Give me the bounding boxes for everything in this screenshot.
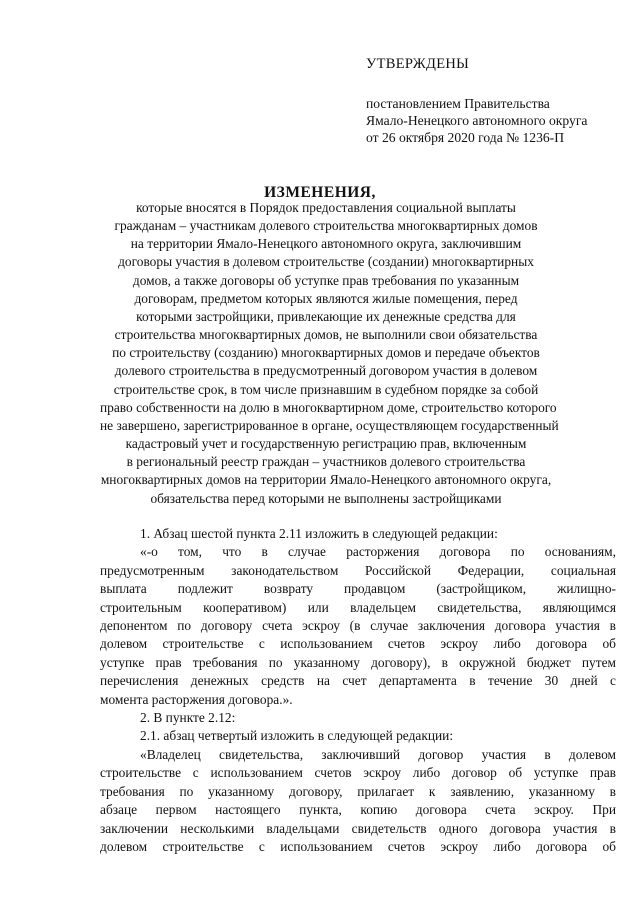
- approval-block: [366, 56, 626, 146]
- subtitle-line: строительстве срок, в том числе признавшим в судебном порядке за собой: [113, 381, 539, 397]
- item-1-quote: [100, 543, 616, 709]
- subtitle-line: в региональный реестр граждан – участников долевого строительства: [126, 454, 526, 470]
- quote-row: «-о том, что в случае расторжения договора по основаниям,: [140, 544, 616, 560]
- subtitle-line: обязательства перед которыми не выполнены застройщиками: [150, 490, 502, 506]
- document-body: [100, 525, 616, 856]
- item-2-title: 2. В пункте 2.12:: [140, 710, 236, 726]
- subtitle-line: которыми застройщики, привлекающие их денежные средства для: [136, 308, 516, 324]
- subtitle-line: строительства многоквартирных домов, не выполнили свои обязательства: [114, 327, 538, 343]
- quote-row: перечисления денежных средств на счет департамента в течение 30 дней с: [100, 673, 616, 689]
- item-2-1-quote: [100, 746, 616, 856]
- quote-row: предусмотренным законодательством Российской Федерации, социальная: [100, 562, 616, 578]
- subtitle-line: многоквартирных домов на территории Ямало-Ненецкого автономного округа,: [100, 472, 552, 488]
- quote-row: долевом строительстве с использованием счетов эскроу либо договора об: [100, 838, 616, 854]
- quote-row: заключении несколькими владельцами свидетельств одного договора участия в: [100, 820, 616, 836]
- quote-row: выплата подлежит возврату продавцом (застройщиком, жилищно-: [100, 581, 616, 597]
- subtitle-line: домов, а также договоры об уступке прав требования по указанным: [132, 272, 520, 288]
- approval-line: от 26 октября 2020 года № 1236-П: [366, 130, 565, 145]
- quote-row: момента расторжения договора.».: [100, 691, 293, 707]
- subtitle-line: гражданам – участникам долевого строительства многоквартирных домов: [114, 218, 538, 234]
- quote-row: строительстве с использованием счетов эскроу либо договор об уступке прав: [100, 765, 616, 781]
- item-1-title: 1. Абзац шестой пункта 2.11 изложить в следующей редакции:: [140, 526, 498, 541]
- subtitle-line: на территории Ямало-Ненецкого автономного округа, заключившим: [130, 236, 522, 252]
- subtitle-line: долевого строительства в предусмотренный договором участия в долевом: [114, 363, 538, 379]
- approval-line: постановлением Правительства: [366, 96, 550, 111]
- approval-line: Ямало-Ненецкого автономного округа: [366, 113, 588, 128]
- quote-row: абзаце первом настоящего пункта, копию договора счета эскроу. При: [100, 802, 616, 818]
- quote-row: требования по указанному договору, прилагает к заявлению, указанному в: [100, 783, 616, 799]
- subtitle-line: договоры участия в долевом строительстве (создании) многоквартирных: [118, 254, 534, 270]
- document-subtitle: [100, 199, 559, 508]
- document-heading: ИЗМЕНЕНИЯ,: [264, 184, 376, 201]
- approval-word: УТВЕРЖДЕНЫ: [366, 56, 470, 72]
- quote-row: строительным кооперативом) или владельцем свидетельства, являющимся: [100, 599, 616, 615]
- subtitle-line: договорам, предметом которых являются жилые помещения, перед: [134, 290, 518, 306]
- subtitle-line: по строительству (созданию) многоквартирных домов и передаче объектов: [112, 345, 540, 361]
- subtitle-line: не завершено, зарегистрированное в органе, осуществляющем государственный: [100, 417, 559, 433]
- quote-row: уступке прав требования по указанному договору), в окружной бюджет путем: [100, 654, 616, 670]
- subtitle-line: которые вносятся в Порядок предоставления социальной выплаты: [136, 200, 516, 215]
- quote-row: депонентом по договору счета эскроу (в случае заключения договора участия в: [100, 618, 616, 634]
- subtitle-line: кадастровый учет и государственную регистрацию прав, включенным: [125, 436, 527, 452]
- subtitle-line: право собственности на долю в многоквартирном доме, строительство которого: [100, 399, 557, 415]
- quote-row: «Владелец свидетельства, заключивший договор участия в долевом: [140, 746, 616, 762]
- item-2-1-title: 2.1. абзац четвертый изложить в следующей редакции:: [140, 728, 454, 744]
- quote-row: долевом строительстве с использованием счетов эскроу либо договора об: [100, 636, 616, 652]
